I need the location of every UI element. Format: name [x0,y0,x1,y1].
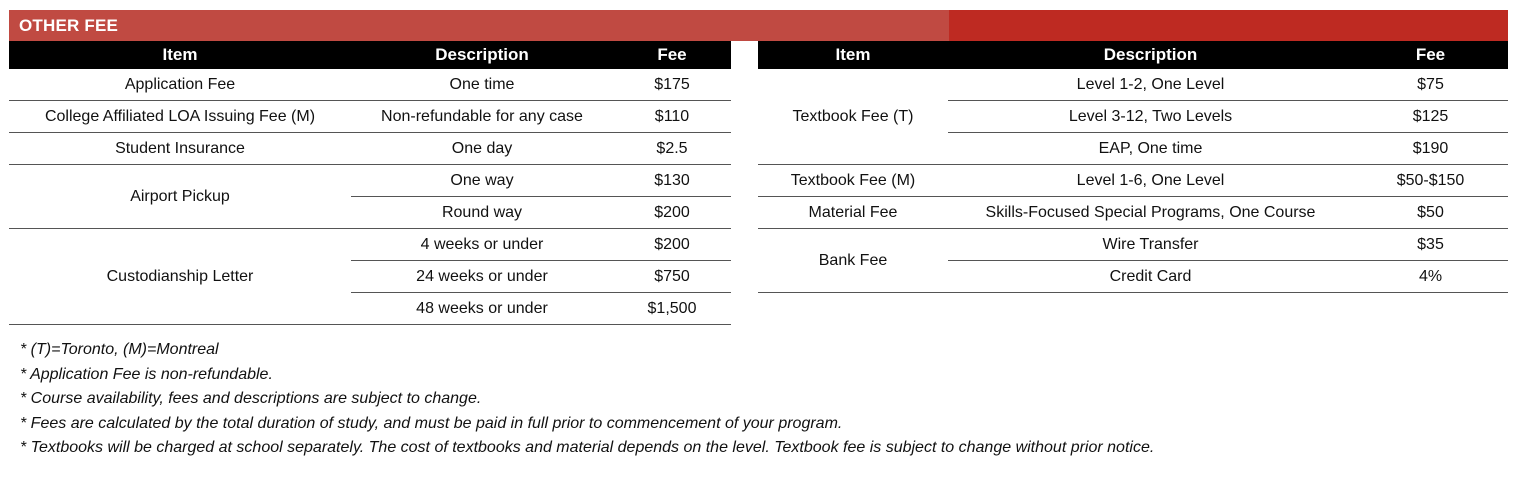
other-fee-banner [9,10,1508,41]
description-cell: Non-refundable for any case [351,101,613,133]
item-cell: Airport Pickup [9,165,351,229]
description-cell: One way [351,165,613,197]
footnote: * (T)=Toronto, (M)=Montreal [20,341,219,358]
table-row [758,197,1508,229]
description-cell: Round way [351,197,613,229]
fee-cell: $35 [1353,229,1508,261]
item-cell: Textbook Fee (T) [758,69,948,165]
item-cell: Application Fee [9,69,351,101]
table-row [9,165,731,197]
fee-cell: $1,500 [613,293,731,325]
left-header-item: Item [9,41,351,69]
left-header-row [9,41,731,69]
footnote: * Textbooks will be charged at school separately. The cost of textbooks and material depends on the level. Textbook fee is subject to change without prior notice. [20,439,1155,456]
right-header-item: Item [758,41,948,69]
fee-cell: $200 [613,229,731,261]
fee-cell: $2.5 [613,133,731,165]
footnote: * Application Fee is non-refundable. [20,365,273,383]
table-row [758,165,1508,197]
description-cell: 24 weeks or under [351,261,613,293]
left-fee-table [9,41,731,325]
fee-cell: $750 [613,261,731,293]
right-header-description: Description [948,41,1353,69]
banner-right [949,10,1508,41]
item-cell: Material Fee [758,197,948,229]
description-cell: Level 1-2, One Level [948,69,1353,101]
fee-cell: $200 [613,197,731,229]
description-cell: Skills-Focused Special Programs, One Course [948,197,1353,229]
description-cell: Level 1-6, One Level [948,165,1353,197]
left-header-description: Description [351,41,613,69]
table-row [758,229,1508,261]
fee-cell: $190 [1353,133,1508,165]
right-header-row [758,41,1508,69]
fee-cell: $50-$150 [1353,165,1508,197]
table-row [9,133,731,165]
item-cell: Textbook Fee (M) [758,165,948,197]
description-cell: 48 weeks or under [351,293,613,325]
footnote: * Fees are calculated by the total duration of study, and must be paid in full prior to commencement of your program. [20,414,843,432]
fee-cell: 4% [1353,261,1508,293]
fee-cell: $75 [1353,69,1508,101]
description-cell: One day [351,133,613,165]
fee-cell: $130 [613,165,731,197]
description-cell: Wire Transfer [948,229,1353,261]
banner-left [9,10,949,41]
footnotes [20,338,1154,461]
fee-cell: $110 [613,101,731,133]
description-cell: Level 3-12, Two Levels [948,101,1353,133]
table-row [9,229,731,261]
item-cell: Bank Fee [758,229,948,293]
right-fee-table [758,41,1508,293]
table-row [758,69,1508,101]
description-cell: 4 weeks or under [351,229,613,261]
item-cell: College Affiliated LOA Issuing Fee (M) [9,101,351,133]
description-cell: One time [351,69,613,101]
footnote: * Course availability, fees and descriptions are subject to change. [20,390,482,407]
fee-cell: $175 [613,69,731,101]
description-cell: EAP, One time [948,133,1353,165]
description-cell: Credit Card [948,261,1353,293]
left-header-fee: Fee [613,41,731,69]
item-cell: Student Insurance [9,133,351,165]
table-row [9,101,731,133]
item-cell: Custodianship Letter [9,229,351,325]
table-row [9,69,731,101]
fee-cell: $50 [1353,197,1508,229]
right-header-fee: Fee [1353,41,1508,69]
fee-cell: $125 [1353,101,1508,133]
banner-title: OTHER FEE [19,15,119,35]
